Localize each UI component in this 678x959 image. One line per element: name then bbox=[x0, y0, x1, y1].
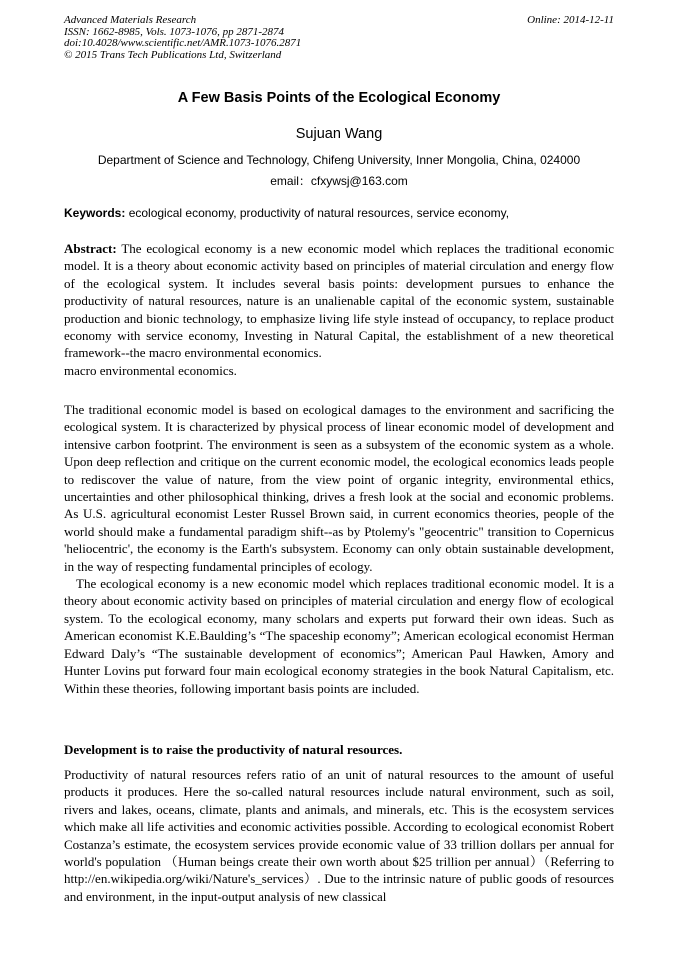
abstract-text: The ecological economy is a new economic model which replaces the traditional economic model. It is a theory about economic activity based on principles of material circulation and energy flow of the ecological system. It includes several basis points: development pursues to enhance the productivity of natural resources, nature is an unalienable capital of the economic system, sustainable production and bionic technology, to emphasize living life style instead of occupancy, to replace product economy with service economy, Investing in Natural Capital, the establishment of a new theoretical framework--the macro environmental economics. bbox=[64, 241, 614, 361]
section-body bbox=[64, 766, 614, 905]
keywords-text: ecological economy, productivity of natural resources, service economy, bbox=[125, 206, 510, 220]
abstract-extra: macro environmental economics. bbox=[64, 362, 237, 378]
author-email: email：cfxywsj@163.com bbox=[270, 174, 408, 188]
abstract-paragraph bbox=[64, 240, 614, 362]
affiliation: Department of Science and Technology, Chifeng University, Inner Mongolia, China, 024000 bbox=[97, 153, 581, 167]
abstract-label: Abstract: bbox=[64, 241, 117, 256]
section-paragraph-1: Productivity of natural resources refers ratio of an unit of natural resources to the amount of useful products it produces. Here the so-called natural resources include natural environment, such as soil, rivers and lakes, oceans, climate, plants and animals, and minerals, etc. This is the ecosystem services which make all life activities and economic activities possible. According to ecological economist Robert Costanza’s estimate, the ecosystem services provide economic value of 33 trillion dollars per annual for world's population （Human beings create their own worth about $25 trillion per annual）（Referring to http://en.wikipedia.org/wiki/Nature's_services）. Due to the intrinsic nature of public goods of resources and environment, in the input-output analysis of new classical bbox=[64, 767, 614, 904]
paper-title: A Few Basis Points of the Ecological Economy bbox=[177, 90, 501, 106]
online-date: Online: 2014-12-11 bbox=[527, 14, 614, 26]
intro-paragraph-2: The ecological economy is a new economic model which replaces traditional economic model. It is a theory about economic activity based on principles of material circulation and energy flow of ecological system. To the ecological economy, many scholars and experts put forward their own ideas. Such as American economist K.E.Baulding’s “The spaceship economy”; American ecological economist Herman Edward Daly’s “The sustainable development of economics”; American Paul Hawken, Amory and Hunter Lovins put forward four main ecological economy strategies in the book Natural Capitalism, etc. Within these theories, following important basis points are included. bbox=[64, 576, 614, 696]
intro-paragraph-1: The traditional economic model is based on ecological damages to the environment and sacrificing the ecological system. It is characterized by physical process of linear economic model of development and intensive carbon footprint. The environment is seen as a subsystem of the economic system as a whole. Upon deep reflection and critique on the current economic model, the ecological economics leads people to rediscover the value of nature, from the view point of organic integrity, environmental ethics, uncertainties and other philosophical thinking, drives a fresh look at the social and economic problems. As U.S. agricultural economist Lester Russel Brown said, in current economics theories, people of the world should make a fundamental paradigm shift--as by Ptolemy's "geocentric" transition to Copernicus 'heliocentric', the economy is the Earth's subsystem. Economy can only obtain sustainable development, in the way of respecting fundamental principles of ecology. bbox=[64, 402, 614, 574]
keywords bbox=[64, 206, 614, 220]
introduction bbox=[64, 401, 614, 697]
journal-name: Advanced Materials Research bbox=[64, 14, 197, 26]
copyright-line: © 2015 Trans Tech Publications Ltd, Switzerland bbox=[64, 48, 282, 61]
issn-line: ISSN: 1662-8985, Vols. 1073-1076, pp 2871-2874 bbox=[64, 25, 284, 38]
abstract bbox=[64, 240, 614, 379]
author-name: Sujuan Wang bbox=[295, 126, 383, 142]
doi-line: doi:10.4028/www.scientific.net/AMR.1073-1076.2871 bbox=[64, 37, 302, 49]
journal-info bbox=[64, 15, 301, 61]
section-heading: Development is to raise the productivity of natural resources. bbox=[64, 742, 403, 757]
keywords-label: Keywords: bbox=[64, 206, 126, 220]
